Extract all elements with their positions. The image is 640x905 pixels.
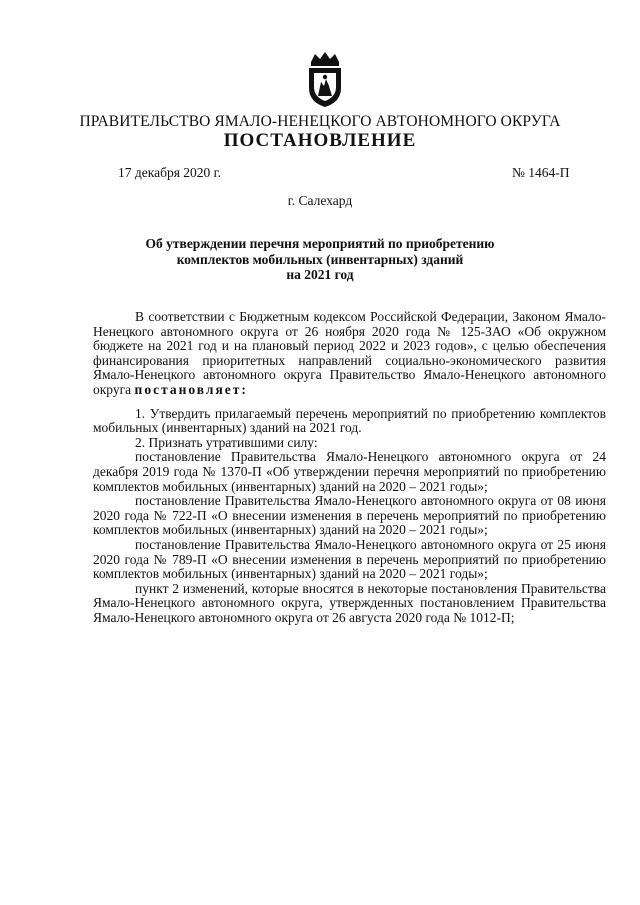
- document-city: г. Салехард: [287, 193, 353, 208]
- coat-of-arms-emblem: [303, 50, 347, 108]
- repealed-item-1: постановление Правительства Ямало-Ненецкого автономного округа от 24 декабря 2019 года № 1370-П «Об утверждении перечня мероприятий по приобретению комплектов мобильных (инвентарных) зданий на 2020 – 2021 годы»;: [93, 449, 606, 494]
- document-type: ПОСТАНОВЛЕНИЕ: [223, 130, 417, 151]
- document-number: № 1464-П: [512, 165, 570, 180]
- repealed-item-2: постановление Правительства Ямало-Ненецкого автономного округа от 08 июня 2020 года № 722-П «О внесении изменения в перечень мероприятий по приобретению комплектов мобильных (инвентарных) зданий на 2020 – 2021 годы»;: [93, 493, 606, 538]
- title-line: Об утверждении перечня мероприятий по приобретению: [145, 236, 495, 251]
- preamble-text: В соответствии с Бюджетным кодексом Российской Федерации, Законом Ямало-Ненецкого автономного округа от 26 ноября 2020 года № 125-ЗАО «Об окружном бюджете на 2021 год и на плановый период 2022 и 2023 годов», с целью обеспечения финансирования приоритетных направлений социально-экономического развития Ямало-Ненецкого автономного округа Правительство Ямало-Ненецкого автономного округа: [93, 309, 606, 397]
- document-body: [93, 310, 606, 625]
- government-name: ПРАВИТЕЛЬСТВО ЯМАЛО-НЕНЕЦКОГО АВТОНОМНОГО ОКРУГА: [79, 113, 561, 130]
- title-line: на 2021 год: [286, 267, 354, 282]
- document-date: 17 декабря 2020 г.: [118, 165, 222, 180]
- item-2-paragraph: 2. Признать утратившими силу:: [135, 434, 318, 450]
- resolves-word: постановляет:: [134, 381, 248, 397]
- repealed-item-4: пункт 2 изменений, которые вносятся в некоторые постановления Правительства Ямало-Ненецкого автономного округа, утвержденных постановлением Правительства Ямало-Ненецкого автономного округа от 26 августа 2020 года № 1012-П;: [93, 580, 606, 625]
- preamble-paragraph: [93, 310, 606, 398]
- item-1-paragraph: 1. Утвердить прилагаемый перечень мероприятий по приобретению комплектов мобильных (инвентарных) зданий на 2021 год.: [93, 405, 606, 436]
- document-title: [100, 236, 540, 283]
- repealed-item-3: постановление Правительства Ямало-Ненецкого автономного округа от 25 июня 2020 года № 789-П «О внесении изменения в перечень мероприятий по приобретению комплектов мобильных (инвентарных) зданий на 2020 – 2021 годы»;: [93, 536, 606, 582]
- title-line: комплектов мобильных (инвентарных) зданий: [176, 251, 464, 267]
